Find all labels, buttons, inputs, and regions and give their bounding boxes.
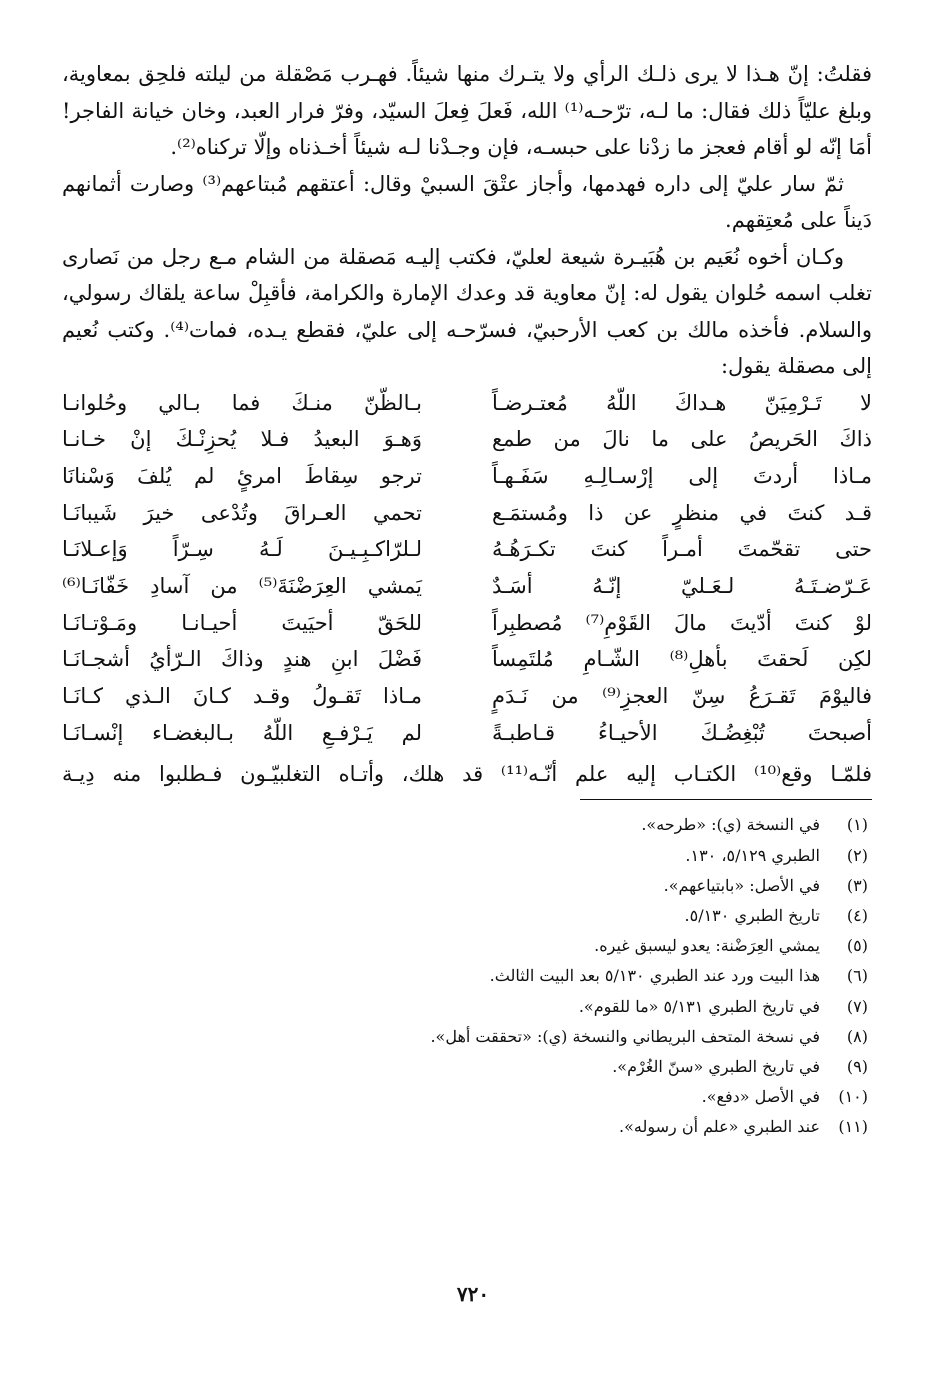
poem-verse [62, 568, 872, 605]
footnote [62, 961, 872, 991]
verse-first-hemistich: أصبحتَ تُبْغِضُـكَ الأحيـاءُ قـاطبـةً [492, 720, 872, 745]
footnote-text: الطبري ٥/١٢٩، ١٣٠. [685, 845, 820, 865]
footnote [62, 1052, 872, 1082]
paragraph-2: ثمّ سار عليّ إلى داره فهدمها، وأجاز عتْقَ السبيْ وقال: أعتقهم مُبتاعهم⁽³⁾ وصارت أثمانهم دَيناً على مُعتِقهم. [62, 171, 872, 232]
footnote-text: في الأصل «دفع». [701, 1087, 820, 1107]
footnote-text: في تاريخ الطبري «سنّ الغُرْم». [612, 1057, 820, 1076]
verse-first-hemistich: لا تَـرْمِيَنّ هـداكَ اللّهُ مُعتـرضـاً [492, 390, 872, 415]
footnote [62, 1112, 872, 1142]
verse-first-hemistich: عَـرّضـتَـهُ لـعَـليّ إنّـهُ أسَـدٌ [492, 573, 872, 598]
poem-verse [62, 385, 872, 422]
footnote-number: (٦) [846, 966, 868, 986]
verse-second-hemistich: لم يَـرْفـعِ اللّهُ بـالبغضـاء إنْسـانَـا [62, 720, 422, 745]
footnote-text: في الأصل: «بابتياعهم». [663, 875, 820, 895]
footnote-number: (٨) [846, 1026, 868, 1046]
footnote-text: في تاريخ الطبري ٥/١٣١ «ما للقوم». [578, 996, 820, 1016]
footnote-number: (٧) [846, 996, 868, 1016]
footnote-text: هذا البيت ورد عند الطبري ٥/١٣٠ بعد البيت الثالث. [489, 966, 820, 986]
page-number: ٧٢٠ [456, 1282, 490, 1306]
footnote [62, 871, 872, 901]
footnote-text: في نسخة المتحف البريطاني والنسخة (ي): «تحققت أهل». [430, 1026, 820, 1046]
poem-verse [62, 531, 872, 568]
footnote [62, 841, 872, 871]
footnote [62, 931, 872, 961]
verse-first-hemistich: حتى تقحّمتَ أمـراً كنتَ تكـرَهُـهُ [492, 537, 872, 562]
verse-second-hemistich: يَمشي العِرَضْنَةَ⁽⁵⁾ من آسادِ خَفّانَـا⁽⁶⁾ [62, 573, 422, 598]
footnote-text: يمشي العِرَضْنة: يعدو ليسبق غيره. [594, 936, 820, 956]
poem-verse [62, 495, 872, 532]
footnote-number: (٣) [846, 875, 868, 895]
verse-first-hemistich: لكِن لَحقتَ بأهلِ⁽⁸⁾ الشّـامِ مُلتَمِساً [492, 647, 872, 672]
verse-first-hemistich: مـاذا أردتَ إلى إرْسـالِـهِ سَفَـهـاً [492, 463, 872, 488]
verse-first-hemistich: فاليوْمَ تَقـرَعُ سِنّ العجزِ⁽⁹⁾ من نَـدَمٍ [492, 684, 872, 708]
verse-first-hemistich: لوْ كنتَ أدّيتَ مالَ القَوْمِ⁽⁷⁾ مُصطبِراً [492, 610, 872, 635]
verse-second-hemistich: ترجو سِقاطَ امرئٍ لم يُلفَ وَسْنانَا [62, 463, 422, 488]
verse-first-hemistich: ذاكَ الحَريصُ على ما نالَ من طمع [492, 427, 872, 452]
footnote-number: (٩) [846, 1057, 868, 1076]
footnote-number: (١٠) [838, 1087, 868, 1107]
book-page [62, 56, 872, 1143]
poem-verse [62, 641, 872, 678]
footnote [62, 992, 872, 1022]
verse-second-hemistich: بـالظّنّ منـكَ فما بـالي وحُلوانـا [62, 390, 422, 415]
paragraph-1: فقلتُ: إنّ هـذا لا يرى ذلـك الرأي ولا يتـرك منها شيئاً. فهـرب مَصْقلة من ليلته فلحِق بمعاوية، وبلغ عليّاً ذلك فقال: ما لـه، ترّحـه⁽¹⁾ الله، فَعلَ فِعلَ السيّد، وفرّ فرار العبد، وخان خيانة الفاجر! أمَا إنّه لو أقام فعجز ما زدْنا على حبسـه، فإن وجـدْنا لـه شيئاً أخـذناه وإلّا تركناه⁽²⁾. [62, 62, 872, 159]
verse-second-hemistich: مـاذا تَقـولُ وقـد كـانَ الـذي كـانَـا [62, 684, 422, 708]
footnote-text: عند الطبري «علم أن رسوله». [619, 1117, 820, 1137]
poem [62, 385, 872, 752]
footnote-text: تاريخ الطبري ٥/١٣٠. [684, 905, 820, 925]
footnote-number: (٥) [846, 936, 868, 956]
verse-second-hemistich: وَهـوَ البعيدُ فـلا يُحزِنْـكَ إنْ خـانـا [62, 427, 422, 452]
footnote-divider [580, 799, 872, 800]
poem-verse [62, 605, 872, 642]
footnote [62, 1082, 872, 1112]
verse-second-hemistich: تحمي العـراقَ وتُدْعى خيرَ شَيبانَـا [62, 500, 422, 525]
prose-section [62, 56, 872, 385]
verse-second-hemistich: لـلرّاكـبِـيـنَ لَـهُ سِـرّاً وَإعـلانَـا [62, 537, 422, 562]
poem-verse [62, 421, 872, 458]
footnote [62, 1022, 872, 1052]
footnote-text: في النسخة (ي): «طرحه». [641, 815, 820, 835]
verse-second-hemistich: فَضْلَ ابنِ هندٍ وذاكَ الـرّأيُ أشجـانَـا [62, 647, 422, 672]
footnote [62, 810, 872, 840]
footnote-number: (١١) [838, 1117, 868, 1137]
poem-verse [62, 678, 872, 715]
verse-first-hemistich: قـد كنتَ في منظرٍ عن ذا ومُستمَـع [492, 500, 872, 525]
paragraph-3: وكـان أخوه نُعَيم بن هُبَيـرة شيعة لعليّ، فكتب إليـه مَصقلة من الشام مـع رجل من نَصارى تغلب اسمه حُلوان يقول له: إنّ معاوية قد وعدك الإمارة والكرامة، فأقبِلْ ساعة يلقاك رسولي، والسلام. فأخذه مالك بن كعب الأرحبيّ، فسرّحـه إلى عليّ، فقطع يـده، فمات⁽⁴⁾. وكتب نُعيم إلى مصقلة يقول: [62, 244, 872, 378]
footnote-number: (٤) [846, 905, 868, 925]
closing-line: فلمّـا وقع⁽¹⁰⁾ الكتـاب إليه علم أنّـه⁽¹¹⁾ قد هلك، وأتـاه التغلبيّـون فـطلبوا منه دِيـة [62, 762, 872, 787]
footnote-number: (٢) [846, 845, 868, 865]
verse-second-hemistich: للحَقّ أحيَيتَ أحيـانـا ومَـوْتـانَـا [62, 610, 422, 635]
footnote-number: (١) [846, 815, 868, 835]
poem-verse [62, 715, 872, 752]
poem-verse [62, 458, 872, 495]
footnote [62, 901, 872, 931]
footnotes [62, 810, 872, 1142]
